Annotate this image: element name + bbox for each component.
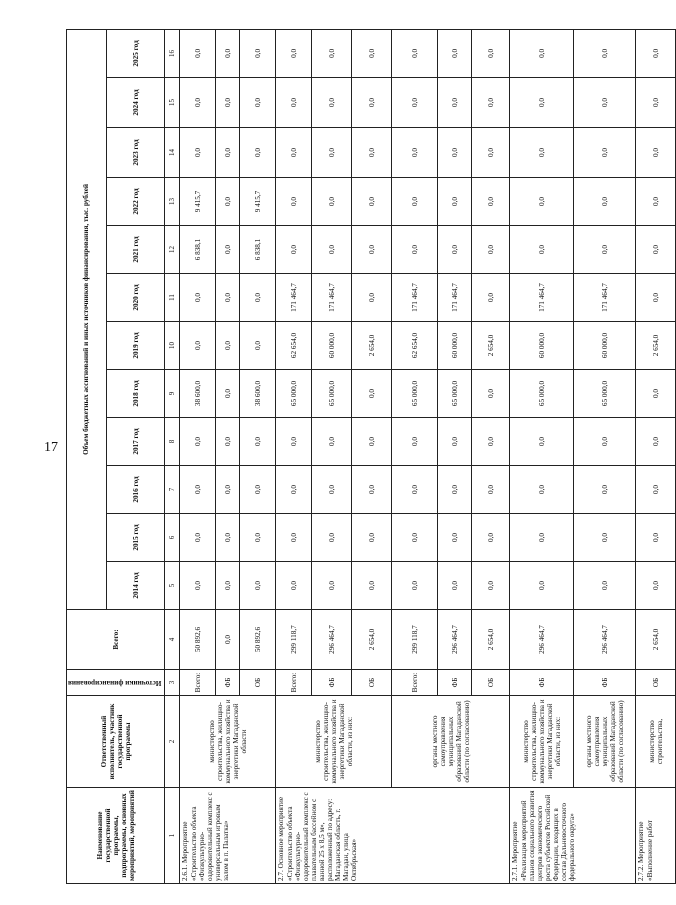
row-value: 0,0	[392, 78, 438, 128]
header-name: Наименование государственной программы, подпрограммы, основных мероприятий, мероприятий	[67, 788, 165, 884]
row-source: ОБ	[472, 670, 510, 696]
row-total: 299 118,7	[392, 610, 438, 670]
index-cell: 14	[165, 128, 180, 178]
table-row	[510, 29, 574, 883]
row-value: 0,0	[276, 128, 312, 178]
row-value: 0,0	[240, 274, 276, 322]
row-value: 0,0	[636, 29, 676, 77]
row-value: 0,0	[472, 370, 510, 418]
row-value: 0,0	[438, 29, 472, 77]
row-value: 0,0	[510, 562, 574, 610]
row-total: 296 464,7	[312, 610, 352, 670]
row-executor: органы местного самоуправления муниципальных образований Магаданской области (по согласованию)	[574, 696, 636, 788]
row-value: 0,0	[312, 78, 352, 128]
row-name: 2.7.2. Мероприятие «Выполнение работ	[636, 788, 676, 884]
row-value: 0,0	[276, 226, 312, 274]
header-year: 2024 год	[106, 78, 165, 128]
row-value: 0,0	[240, 78, 276, 128]
row-value: 0,0	[276, 562, 312, 610]
row-value: 0,0	[510, 78, 574, 128]
row-value: 0,0	[438, 418, 472, 466]
row-value: 0,0	[312, 128, 352, 178]
row-name: 2.7. Основное мероприятие «Строительство объекта «Физкультурно-оздоровительный комплекс с плавательным бассейном с ванной 25 х 8,5 м», расположенный по адресу: Магаданская область, г. Магадан, улица Октябрьская»	[276, 788, 510, 884]
row-value: 65 000,0	[574, 370, 636, 418]
row-value: 0,0	[438, 226, 472, 274]
row-value: 0,0	[510, 29, 574, 77]
row-value: 0,0	[216, 418, 240, 466]
header-source	[67, 670, 165, 696]
row-value: 0,0	[276, 466, 312, 514]
row-value: 0,0	[472, 128, 510, 178]
row-value: 0,0	[240, 322, 276, 370]
row-value: 0,0	[392, 226, 438, 274]
row-value: 0,0	[510, 128, 574, 178]
row-value: 0,0	[574, 178, 636, 226]
row-value: 0,0	[392, 178, 438, 226]
row-value: 0,0	[352, 29, 392, 77]
row-value: 0,0	[352, 514, 392, 562]
index-cell: 10	[165, 322, 180, 370]
row-value: 0,0	[438, 466, 472, 514]
row-value: 0,0	[574, 514, 636, 562]
row-source: ФБ	[438, 670, 472, 696]
budget-table	[66, 29, 676, 884]
row-value: 0,0	[352, 274, 392, 322]
index-cell: 12	[165, 226, 180, 274]
row-value: 0,0	[392, 128, 438, 178]
row-value: 0,0	[472, 178, 510, 226]
row-executor: министерство строительства, жилищно-коммунального хозяйства и энергетики Магаданской области, из них:	[276, 696, 392, 788]
row-value: 65 000,0	[510, 370, 574, 418]
row-total: 296 464,7	[510, 610, 574, 670]
row-value: 0,0	[240, 562, 276, 610]
row-value: 0,0	[312, 178, 352, 226]
row-value: 0,0	[636, 274, 676, 322]
row-value: 0,0	[352, 466, 392, 514]
table-row	[276, 29, 312, 883]
row-value: 0,0	[312, 418, 352, 466]
table-container	[66, 30, 664, 884]
row-value: 9 415,7	[240, 178, 276, 226]
row-value: 0,0	[510, 418, 574, 466]
rotated-page	[66, 30, 664, 884]
row-value: 171 464,7	[438, 274, 472, 322]
row-value: 60 000,0	[510, 322, 574, 370]
row-value: 60 000,0	[574, 322, 636, 370]
row-value: 0,0	[574, 29, 636, 77]
row-value: 6 838,1	[240, 226, 276, 274]
row-value: 0,0	[312, 466, 352, 514]
row-value: 0,0	[438, 178, 472, 226]
row-value: 0,0	[636, 514, 676, 562]
page-number: 17	[44, 440, 58, 455]
row-value: 6 838,1	[180, 226, 216, 274]
row-value: 0,0	[276, 178, 312, 226]
row-value: 0,0	[636, 128, 676, 178]
header-source-text: Источники финансирования	[68, 678, 162, 687]
row-executor: органы местного самоуправления муниципальных образований Магаданской области (по согласованию)	[392, 696, 510, 788]
row-value: 38 600,0	[180, 370, 216, 418]
row-value: 0,0	[472, 418, 510, 466]
row-value: 0,0	[180, 514, 216, 562]
row-value: 0,0	[216, 178, 240, 226]
row-value: 0,0	[636, 226, 676, 274]
row-source: ОБ	[636, 670, 676, 696]
row-value: 0,0	[216, 274, 240, 322]
row-value: 65 000,0	[392, 370, 438, 418]
row-value: 0,0	[636, 418, 676, 466]
row-executor: министерство строительства, жилищно-коммунального хозяйства и энергетики Магаданской области, из них:	[510, 696, 574, 788]
row-value: 0,0	[312, 562, 352, 610]
row-value: 0,0	[352, 226, 392, 274]
row-value: 2 654,0	[636, 322, 676, 370]
row-value: 0,0	[216, 514, 240, 562]
row-value: 171 464,7	[392, 274, 438, 322]
row-value: 0,0	[352, 78, 392, 128]
row-value: 0,0	[240, 466, 276, 514]
row-value: 0,0	[216, 370, 240, 418]
index-cell: 11	[165, 274, 180, 322]
row-total: 0,0	[216, 610, 240, 670]
row-executor: министерство строительства,	[636, 696, 676, 788]
header-year: 2015 год	[106, 514, 165, 562]
row-total: 299 118,7	[276, 610, 312, 670]
row-value: 0,0	[180, 274, 216, 322]
row-source: ФБ	[312, 670, 352, 696]
header-year: 2020 год	[106, 274, 165, 322]
row-value: 62 654,0	[276, 322, 312, 370]
table-row	[636, 29, 676, 883]
row-value: 0,0	[472, 29, 510, 77]
row-value: 0,0	[472, 78, 510, 128]
row-source: Всего:	[276, 670, 312, 696]
row-value: 0,0	[216, 466, 240, 514]
row-value: 171 464,7	[574, 274, 636, 322]
row-value: 0,0	[472, 226, 510, 274]
row-value: 171 464,7	[510, 274, 574, 322]
table-row	[180, 29, 216, 883]
row-value: 0,0	[352, 128, 392, 178]
row-value: 9 415,7	[180, 178, 216, 226]
row-value: 0,0	[472, 562, 510, 610]
row-value: 0,0	[636, 370, 676, 418]
header-year: 2023 год	[106, 128, 165, 178]
header-executor: Ответственный исполнитель, участник государственной программы	[67, 696, 165, 788]
index-cell: 2	[165, 696, 180, 788]
row-total: 50 892,6	[180, 610, 216, 670]
row-value: 0,0	[392, 29, 438, 77]
row-value: 0,0	[636, 562, 676, 610]
header-year: 2021 год	[106, 226, 165, 274]
row-value: 0,0	[240, 29, 276, 77]
row-value: 0,0	[276, 418, 312, 466]
row-value: 0,0	[472, 466, 510, 514]
row-value: 0,0	[312, 226, 352, 274]
row-value: 0,0	[574, 78, 636, 128]
row-value: 0,0	[240, 418, 276, 466]
row-value: 0,0	[216, 29, 240, 77]
row-total: 2 654,0	[352, 610, 392, 670]
row-value: 0,0	[510, 466, 574, 514]
row-total: 2 654,0	[636, 610, 676, 670]
row-value: 0,0	[352, 178, 392, 226]
index-cell: 9	[165, 370, 180, 418]
header-year: 2016 год	[106, 466, 165, 514]
table-body	[180, 29, 676, 883]
index-cell: 13	[165, 178, 180, 226]
header-year: 2014 год	[106, 562, 165, 610]
row-value: 0,0	[180, 466, 216, 514]
row-value: 0,0	[180, 322, 216, 370]
row-source: ФБ	[216, 670, 240, 696]
row-value: 0,0	[216, 226, 240, 274]
row-value: 0,0	[438, 562, 472, 610]
index-cell: 4	[165, 610, 180, 670]
row-value: 60 000,0	[312, 322, 352, 370]
index-cell: 16	[165, 29, 180, 77]
row-source: Всего:	[392, 670, 438, 696]
row-value: 0,0	[574, 418, 636, 466]
row-value: 0,0	[636, 178, 676, 226]
table-row	[574, 29, 636, 883]
header-year: 2018 год	[106, 370, 165, 418]
row-value: 2 654,0	[472, 322, 510, 370]
row-total: 296 464,7	[574, 610, 636, 670]
row-total: 296 464,7	[438, 610, 472, 670]
row-value: 0,0	[438, 78, 472, 128]
row-value: 62 654,0	[392, 322, 438, 370]
row-value: 0,0	[240, 128, 276, 178]
index-cell: 8	[165, 418, 180, 466]
row-value: 0,0	[352, 370, 392, 418]
row-value: 0,0	[216, 78, 240, 128]
table-row	[392, 29, 438, 883]
row-value: 0,0	[510, 226, 574, 274]
row-value: 171 464,7	[276, 274, 312, 322]
row-total: 50 892,6	[240, 610, 276, 670]
row-name: 2.6.1. Мероприятие «Строительство объекта «Физкультурно-оздоровительный комплекс с универсальным игровым залом в п. Палатка»	[180, 788, 276, 884]
row-source: ФБ	[510, 670, 574, 696]
row-value: 65 000,0	[438, 370, 472, 418]
row-value: 0,0	[438, 514, 472, 562]
index-cell: 15	[165, 78, 180, 128]
row-value: 0,0	[510, 514, 574, 562]
header-year: 2019 год	[106, 322, 165, 370]
header-funding-group: Объем бюджетных ассигнований и иных источников финансирования, тыс. рублей	[67, 29, 107, 609]
row-value: 0,0	[180, 78, 216, 128]
row-value: 0,0	[216, 562, 240, 610]
row-value: 0,0	[240, 514, 276, 562]
row-name: 2.7.1. Мероприятие «Реализация мероприятий планов социального развития центров экономического роста субъектов Российской Федерации, входящих в состав Дальневосточного федерального округа»	[510, 788, 636, 884]
row-value: 0,0	[438, 128, 472, 178]
row-value: 65 000,0	[312, 370, 352, 418]
row-value: 0,0	[312, 29, 352, 77]
row-value: 0,0	[636, 466, 676, 514]
row-value: 171 464,7	[312, 274, 352, 322]
row-value: 0,0	[180, 128, 216, 178]
index-cell: 3	[165, 670, 180, 696]
row-value: 0,0	[510, 178, 574, 226]
index-cell: 1	[165, 788, 180, 884]
row-value: 65 000,0	[276, 370, 312, 418]
index-cell: 5	[165, 562, 180, 610]
row-value: 0,0	[574, 562, 636, 610]
row-value: 0,0	[392, 562, 438, 610]
row-source: Всего:	[180, 670, 216, 696]
index-row	[165, 29, 180, 883]
index-cell: 7	[165, 466, 180, 514]
row-value: 0,0	[180, 562, 216, 610]
row-executor: министерство строительства, жилищно-коммунального хозяйства и энергетики Магаданской области	[180, 696, 276, 788]
row-value: 38 600,0	[240, 370, 276, 418]
row-value: 0,0	[216, 322, 240, 370]
row-value: 0,0	[574, 128, 636, 178]
header-total: Всего:	[67, 610, 165, 670]
row-value: 60 000,0	[438, 322, 472, 370]
row-source: ОБ	[240, 670, 276, 696]
row-value: 0,0	[180, 29, 216, 77]
header-year: 2017 год	[106, 418, 165, 466]
row-value: 0,0	[636, 78, 676, 128]
row-value: 0,0	[276, 29, 312, 77]
row-value: 0,0	[276, 514, 312, 562]
header-year: 2022 год	[106, 178, 165, 226]
header-year: 2025 год	[106, 29, 165, 77]
row-value: 0,0	[472, 274, 510, 322]
index-cell: 6	[165, 514, 180, 562]
row-value: 0,0	[574, 226, 636, 274]
row-value: 0,0	[180, 418, 216, 466]
row-value: 0,0	[216, 128, 240, 178]
row-value: 0,0	[312, 514, 352, 562]
row-total: 2 654,0	[472, 610, 510, 670]
row-source: ОБ	[352, 670, 392, 696]
row-value: 0,0	[352, 418, 392, 466]
row-value: 0,0	[276, 78, 312, 128]
row-value: 0,0	[392, 466, 438, 514]
row-value: 0,0	[352, 562, 392, 610]
row-value: 0,0	[392, 514, 438, 562]
row-value: 0,0	[472, 514, 510, 562]
row-source: ФБ	[574, 670, 636, 696]
row-value: 0,0	[574, 466, 636, 514]
row-value: 0,0	[392, 418, 438, 466]
row-value: 2 654,0	[352, 322, 392, 370]
